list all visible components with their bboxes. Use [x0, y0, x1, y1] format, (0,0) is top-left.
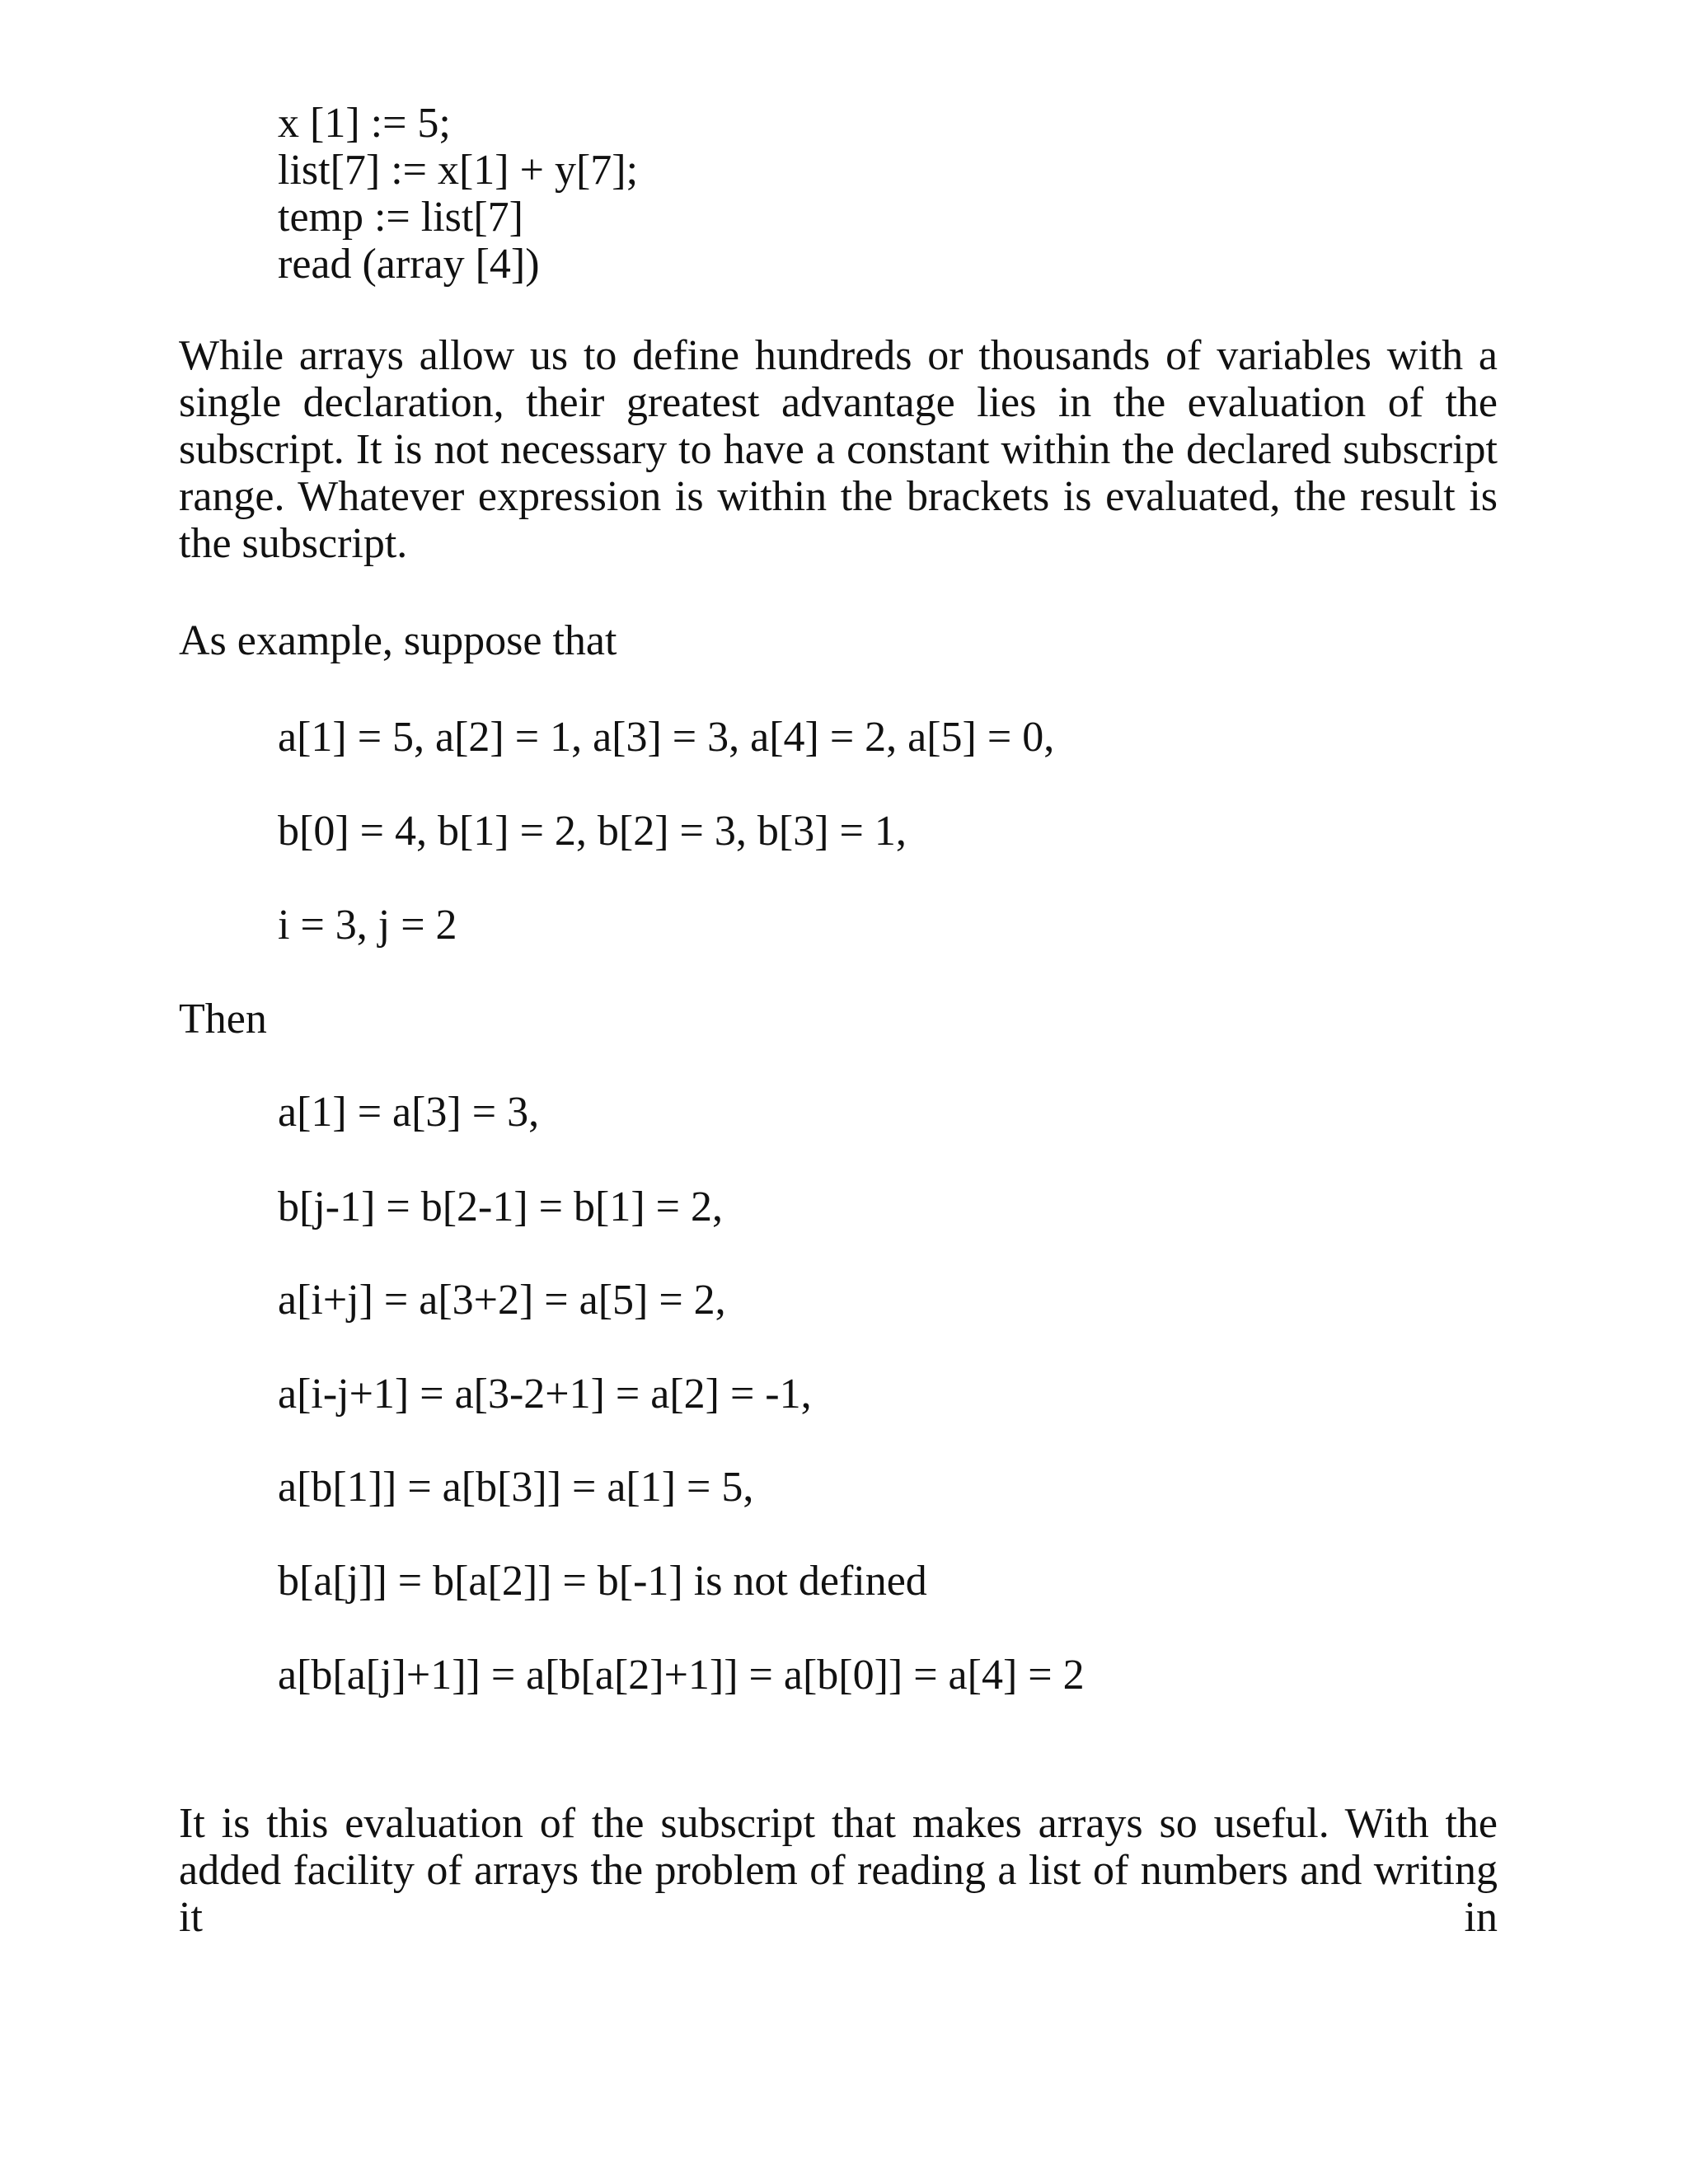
result-line-7: a[b[a[j]+1]] = a[b[a[2]+1]] = a[b[0]] = a[4] = 2	[278, 1652, 1085, 1699]
assumption-b-values: b[0] = 4, b[1] = 2, b[2] = 3, b[3] = 1,	[278, 808, 907, 855]
code-line-1: x [1] := 5;	[278, 100, 451, 147]
result-line-3: a[i+j] = a[3+2] = a[5] = 2,	[278, 1277, 726, 1324]
result-line-6: b[a[j]] = b[a[2]] = b[-1] is not defined	[278, 1558, 927, 1605]
result-line-1: a[1] = a[3] = 3,	[278, 1089, 540, 1136]
example-intro: As example, suppose that	[179, 617, 617, 664]
paragraph-usefulness: It is this evaluation of the subscript that makes arrays so useful. With the added facility of arrays the problem of reading a list of numbers and writing it in	[179, 1800, 1498, 1941]
result-line-2: b[j-1] = b[2-1] = b[1] = 2,	[278, 1183, 723, 1230]
result-line-5: a[b[1]] = a[b[3]] = a[1] = 5,	[278, 1464, 754, 1511]
assumption-i-j-values: i = 3, j = 2	[278, 902, 457, 949]
then-label: Then	[179, 996, 267, 1043]
code-line-4: read (array [4])	[278, 241, 540, 288]
result-line-4: a[i-j+1] = a[3-2+1] = a[2] = -1,	[278, 1371, 812, 1418]
paragraph-subscript-advantage: While arrays allow us to define hundreds or thousands of variables with a single declaration, their greatest advantage lies in the evaluation of the subscript. It is not necessary to have a constant within the declared subscript range. Whatever expression is within the brackets is evaluated, the result is the subscript.	[179, 332, 1498, 567]
code-line-3: temp := list[7]	[278, 194, 523, 241]
assumption-a-values: a[1] = 5, a[2] = 1, a[3] = 3, a[4] = 2, a[5] = 0,	[278, 714, 1055, 761]
code-line-2: list[7] := x[1] + y[7];	[278, 147, 639, 194]
